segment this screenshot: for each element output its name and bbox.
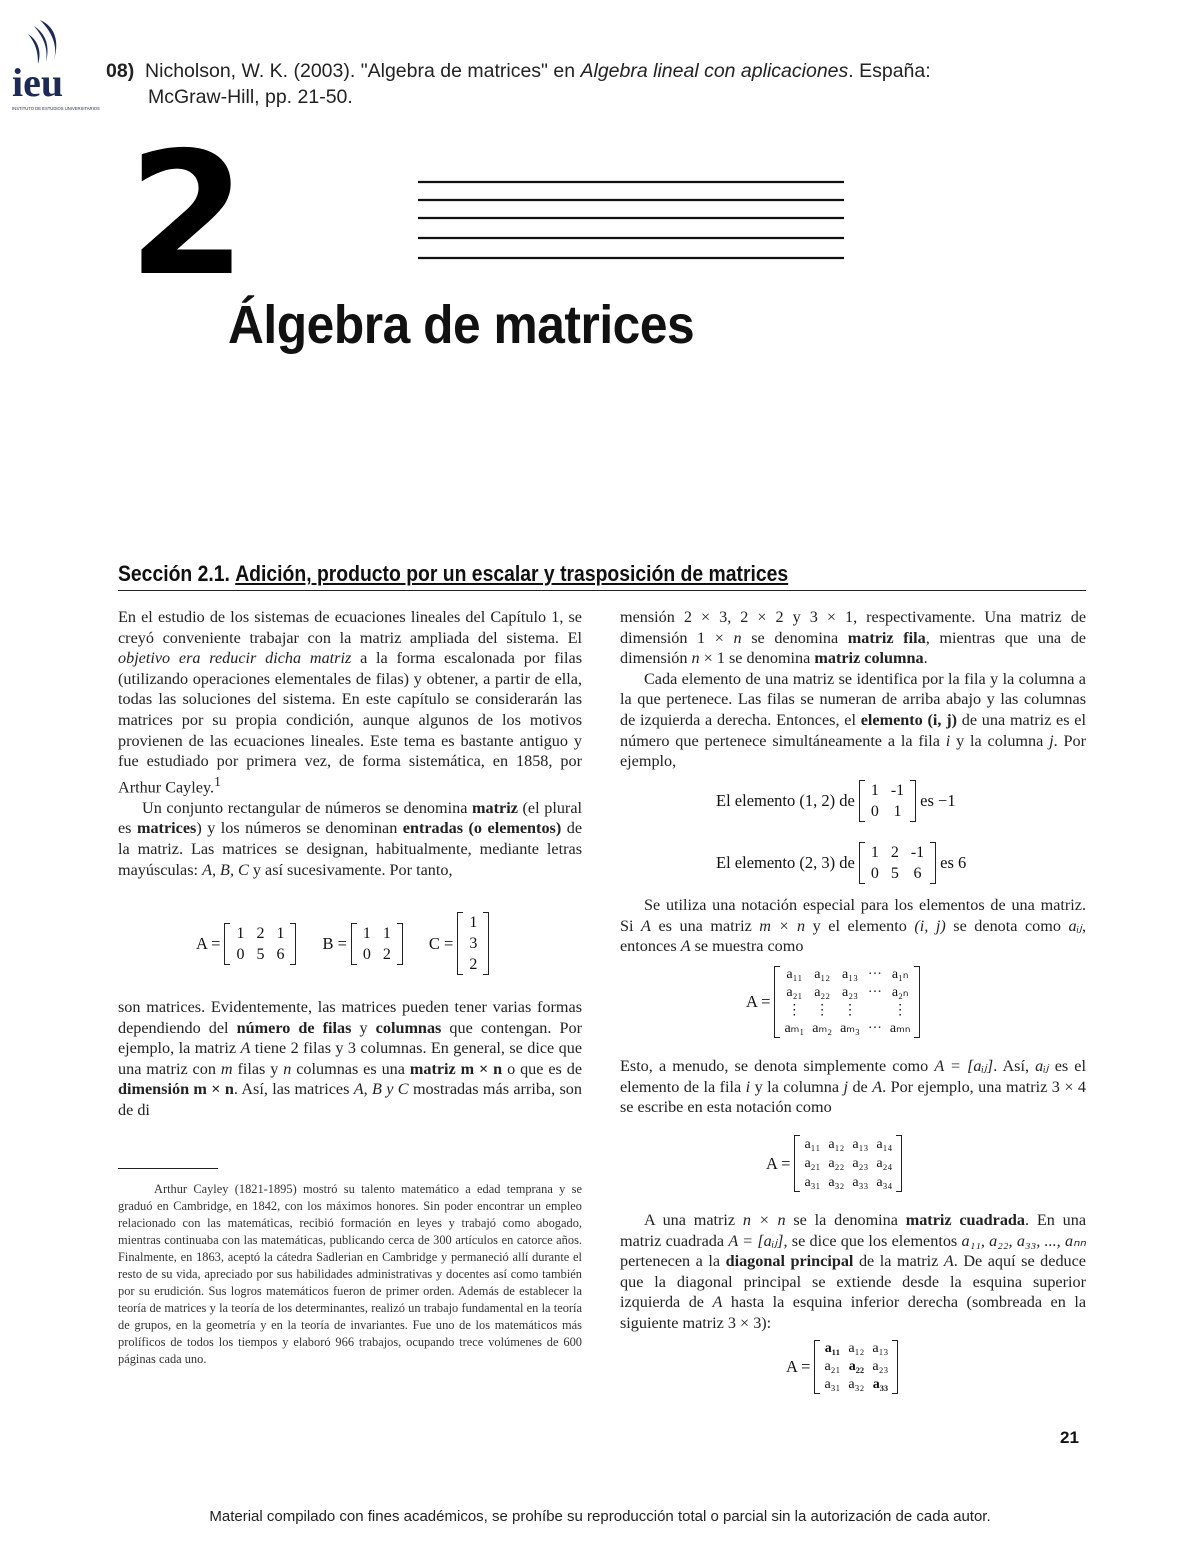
chapter-title: Álgebra de matrices: [228, 295, 695, 355]
section-name: Adición, producto por un escalar y trasposición de matrices: [235, 561, 789, 586]
general-matrix-mxn: [746, 966, 920, 1038]
example-element-2-3: [716, 842, 966, 884]
footnote-rule: [118, 1168, 218, 1169]
reference-text-2: . España:: [848, 60, 931, 82]
matrix-3x3: a₁₁ a₁₂ a₁₃ a₂₁ a₂₂ a₂₃ a₃₁ a₃₂ a₃₃: [814, 1340, 898, 1394]
paragraph-short-notation: Esto, a menudo, se denota simplemente como A = [aᵢⱼ]. Así, aᵢⱼ es el elemento de la fila i y la columna j de A. Por ejemplo, una matriz 3 × 4 se escribe en esta notación como: [620, 1057, 1087, 1117]
page-number: 21: [1060, 1428, 1079, 1447]
matrix-c-label: C =: [428, 933, 454, 953]
left-column-dimensions: [118, 997, 582, 1121]
logo-text: ieu: [12, 60, 64, 105]
reference-book-title: Algebra lineal con aplicaciones: [580, 60, 849, 82]
matrix-b: 1 1 0 2: [351, 923, 403, 965]
footnote-cayley: [118, 1181, 582, 1368]
matrix-a: 1 2 1 0 5 6: [224, 923, 296, 965]
general-matrix-3x4: [766, 1135, 902, 1192]
ieu-logo: [10, 16, 100, 124]
general-matrix: a₁₁ a₁₂ a₁₃ ··· a₁ₙ a₂₁ a₂₂ a₂₃ ··· a₂ₙ ⋮ ⋮ ⋮ ⋮ aₘ₁ aₘ₂ aₘ₃ ··· aₘₙ: [774, 966, 920, 1038]
reference-number: 08): [106, 60, 135, 82]
example-1-result: es −1: [920, 791, 956, 810]
right-column-top: [620, 607, 1086, 772]
matrix-3x3-label: A =: [786, 1357, 811, 1376]
matrix-a-label: A =: [196, 933, 221, 953]
example-2-result: es 6: [940, 853, 967, 872]
paragraph-element: Cada elemento de una matriz se identifica por la fila y la columna a la que pertenece. Las filas se numeran de arriba abajo y las columnas de izquierda a derecha. Entonces, el elemento (i, j) de una matriz es el número que pertenece simultáneamente a la fila i y la columna j. Por ejemplo,: [620, 669, 1087, 771]
chapter-number: 2: [128, 116, 243, 314]
reference-publisher: McGraw-Hill, pp. 21-50.: [148, 86, 353, 108]
matrix-3x4-label: A =: [766, 1153, 791, 1173]
right-column-short-notation: [620, 1056, 1086, 1118]
general-matrix-label: A =: [746, 992, 771, 1011]
logo-subtext: INSTITUTO DE ESTUDIOS UNIVERSITARIOS: [12, 106, 100, 111]
example-element-1-2: [716, 780, 956, 822]
left-column-intro: [118, 607, 582, 880]
paragraph-square-matrix: A una matriz n × n se la denomina matriz cuadrada. En una matriz cuadrada A = [aᵢⱼ], se dice que los elementos a₁₁, a₂₂, a₃₃, ..., aₙₙ pertenecen a la diagonal principal de la matriz A. De aquí se deduce que la diagonal principal se extiende desde la esquina superior izquierda de A hasta la esquina inferior derecha (sombreada en la siguiente matriz 3 × 3):: [620, 1211, 1087, 1332]
chapter-decoration-lines: [418, 180, 844, 262]
example-matrices-abc: [196, 912, 489, 975]
paragraph-dimensions: son matrices. Evidentemente, las matrices pueden tener varias formas dependiendo del número de filas y columnas que contengan. Por ejemplo, la matriz A tiene 2 filas y 3 columnas. En general, se dice que una matriz con m filas y n columnas es una matriz m × n o que es de dimensión m × n. Así, las matrices A, B y C mostradas más arriba, son de di: [118, 998, 583, 1119]
general-matrix-3x3: [786, 1340, 898, 1394]
right-column-notation: [620, 895, 1086, 957]
example-1-matrix: 1 -1 0 1: [859, 780, 916, 822]
copyright-footer: Material compilado con fines académicos, se prohíbe su reproducción total o parcial sin la autorización de cada autor.: [209, 1508, 991, 1525]
matrix-b-label: B =: [322, 933, 347, 953]
section-heading: [118, 560, 1086, 591]
example-2-matrix: 1 2 -1 0 5 6: [859, 842, 936, 884]
example-1-text: El elemento (1, 2) de: [716, 791, 855, 810]
right-column-square: [620, 1210, 1086, 1334]
footnote-text: Arthur Cayley (1821-1895) mostró su talento matemático a edad temprana y se graduó en Cambridge, en 1842, con los máximos honores. Sin poder encontrar un empleo relacionado con las matemáticas, recibió formación en leyes y trabajó como abogado, mientras continuaba con las matemáticas, publicando cerca de 300 artículos en catorce años. Finalmente, en 1863, aceptó la cátedra Sadlerian en Cambridge y permaneció allí durante el resto de su vida, apreciado por sus habilidades administrativas y docentes así como también por su erudición. Sus logros matemáticos fueron de primer orden. Además de establecer la teoría de matrices y la teoría de los determinantes, realizó un trabajo fundamental en la teoría de grupos, en la geometría y en la teoría de invariantes. Fue uno de los matemáticos más prolíficos de todos los tiempos y elaboró 966 trabajos, ocupando trece volúmenes de 600 páginas cada uno.: [118, 1182, 582, 1366]
paragraph-definition: Un conjunto rectangular de números se denomina matriz (el plural es matrices) y los números se denominan entradas (o elementos) de la matriz. Las matrices se designan, habitualmente, mediante letras mayúsculas: A, B, C y así sucesivamente. Por tanto,: [118, 798, 583, 879]
paragraph-notation: Se utiliza una notación especial para los elementos de una matriz. Si A es una matriz m × n y el elemento (i, j) se denota como aᵢⱼ, entonces A se muestra como: [620, 896, 1087, 956]
paragraph-row-column: mensión 2 × 3, 2 × 2 y 3 × 1, respectivamente. Una matriz de dimensión 1 × n se denomina matriz fila, mientras que una de dimensión n × 1 se denomina matriz columna.: [620, 608, 1086, 668]
matrix-c: 1 3 2: [457, 912, 489, 975]
source-reference: [106, 58, 1066, 110]
example-2-text: El elemento (2, 3) de: [716, 853, 855, 872]
paragraph-intro: En el estudio de los sistemas de ecuaciones lineales del Capítulo 1, se creyó conveniente trabajar con la matriz ampliada del sistema. El objetivo era reducir dicha matriz a la forma escalonada por filas (utilizando operaciones elementales de filas) y obtener, a partir de ella, todas las soluciones del sistema. En este capítulo se considerarán las matrices por su propia condición, aunque algunos de los motivos provienen de las ecuaciones lineales. Este tema es bastante antiguo y fue estudiado por primera vez, de forma sistemática, en 1858, por Arthur Cayley.$^1$: [118, 608, 582, 797]
matrix-3x4: a₁₁ a₁₂ a₁₃ a₁₄ a₂₁ a₂₂ a₂₃ a₂₄ a₃₁ a₃₂ a₃₃ a₃₄: [794, 1135, 902, 1192]
reference-text-1: Nicholson, W. K. (2003). "Algebra de matrices" en: [145, 60, 581, 82]
section-label: Sección 2.1.: [118, 561, 230, 586]
